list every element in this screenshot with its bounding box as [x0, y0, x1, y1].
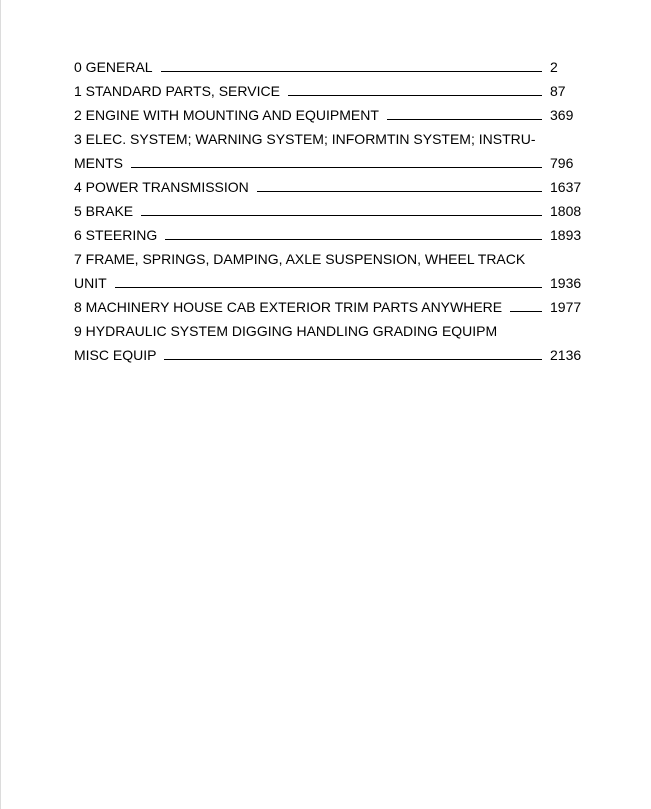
toc-page-number: 1977	[550, 299, 582, 315]
toc-entry-final-line	[74, 295, 586, 319]
toc-entry-title-line: 4 POWER TRANSMISSION	[74, 179, 249, 195]
toc-entry-final-line	[74, 175, 586, 199]
toc-entry-final-line	[74, 223, 586, 247]
toc-entry-title-line: 5 BRAKE	[74, 203, 134, 219]
leader-line	[115, 287, 542, 288]
toc-entry-title-line: 3 ELEC. SYSTEM; WARNING SYSTEM; INFORMTIN SYSTEM; INSTRU-	[74, 131, 536, 147]
leader-line	[141, 215, 542, 216]
toc-entry[interactable]	[74, 175, 586, 199]
toc-page-number: 2136	[550, 347, 582, 363]
toc-entry[interactable]	[74, 199, 586, 223]
toc-entry-final-line	[74, 199, 586, 223]
toc-entry-title-line: 8 MACHINERY HOUSE CAB EXTERIOR TRIM PARTS ANYWHERE	[74, 299, 503, 315]
toc-entry-title-line: 1 STANDARD PARTS, SERVICE	[74, 83, 280, 99]
toc-entry-title-line: 2 ENGINE WITH MOUNTING AND EQUIPMENT	[74, 107, 379, 123]
toc-entry-title-line: MISC EQUIP	[74, 347, 157, 363]
toc-page-number: 87	[550, 83, 566, 99]
toc-entry-final-line	[74, 79, 586, 103]
leader-line	[387, 119, 542, 120]
toc-entry-final-line	[74, 55, 586, 79]
toc-entry[interactable]	[74, 295, 586, 319]
toc-entry[interactable]	[74, 55, 586, 79]
toc-entry[interactable]	[74, 79, 586, 103]
toc-entry-final-line	[74, 103, 586, 127]
toc-entry[interactable]	[74, 223, 586, 247]
toc-entry-title-line: UNIT	[74, 275, 107, 291]
toc-page-number: 1936	[550, 275, 582, 291]
toc-entry-title-line: MENTS	[74, 155, 123, 171]
toc-entry-title-line: 0 GENERAL	[74, 59, 153, 75]
leader-line	[161, 71, 542, 72]
toc-entry[interactable]	[74, 127, 586, 175]
toc-page-number: 2	[550, 59, 558, 75]
leader-line	[164, 359, 542, 360]
toc-entry[interactable]	[74, 247, 586, 295]
toc-entry-title-line: 9 HYDRAULIC SYSTEM DIGGING HANDLING GRADING EQUIPM	[74, 323, 498, 339]
leader-line	[131, 167, 542, 168]
toc-entry[interactable]	[74, 103, 586, 127]
toc-entry-title-line: 7 FRAME, SPRINGS, DAMPING, AXLE SUSPENSION, WHEEL TRACK	[74, 251, 526, 267]
toc-page-number: 796	[550, 155, 574, 171]
toc-entry-final-line	[74, 343, 586, 367]
leader-line	[165, 239, 542, 240]
toc-entry-title-line: 6 STEERING	[74, 227, 158, 243]
leader-line	[510, 311, 542, 312]
toc-page-number: 369	[550, 107, 574, 123]
toc-entry-final-line	[74, 271, 586, 295]
leader-line	[257, 191, 542, 192]
toc-entry-final-line	[74, 151, 586, 175]
toc-entry[interactable]	[74, 319, 586, 367]
table-of-contents	[74, 55, 586, 367]
leader-line	[288, 95, 542, 96]
toc-page-number: 1808	[550, 203, 582, 219]
toc-page-number: 1893	[550, 227, 582, 243]
toc-page-number: 1637	[550, 179, 582, 195]
